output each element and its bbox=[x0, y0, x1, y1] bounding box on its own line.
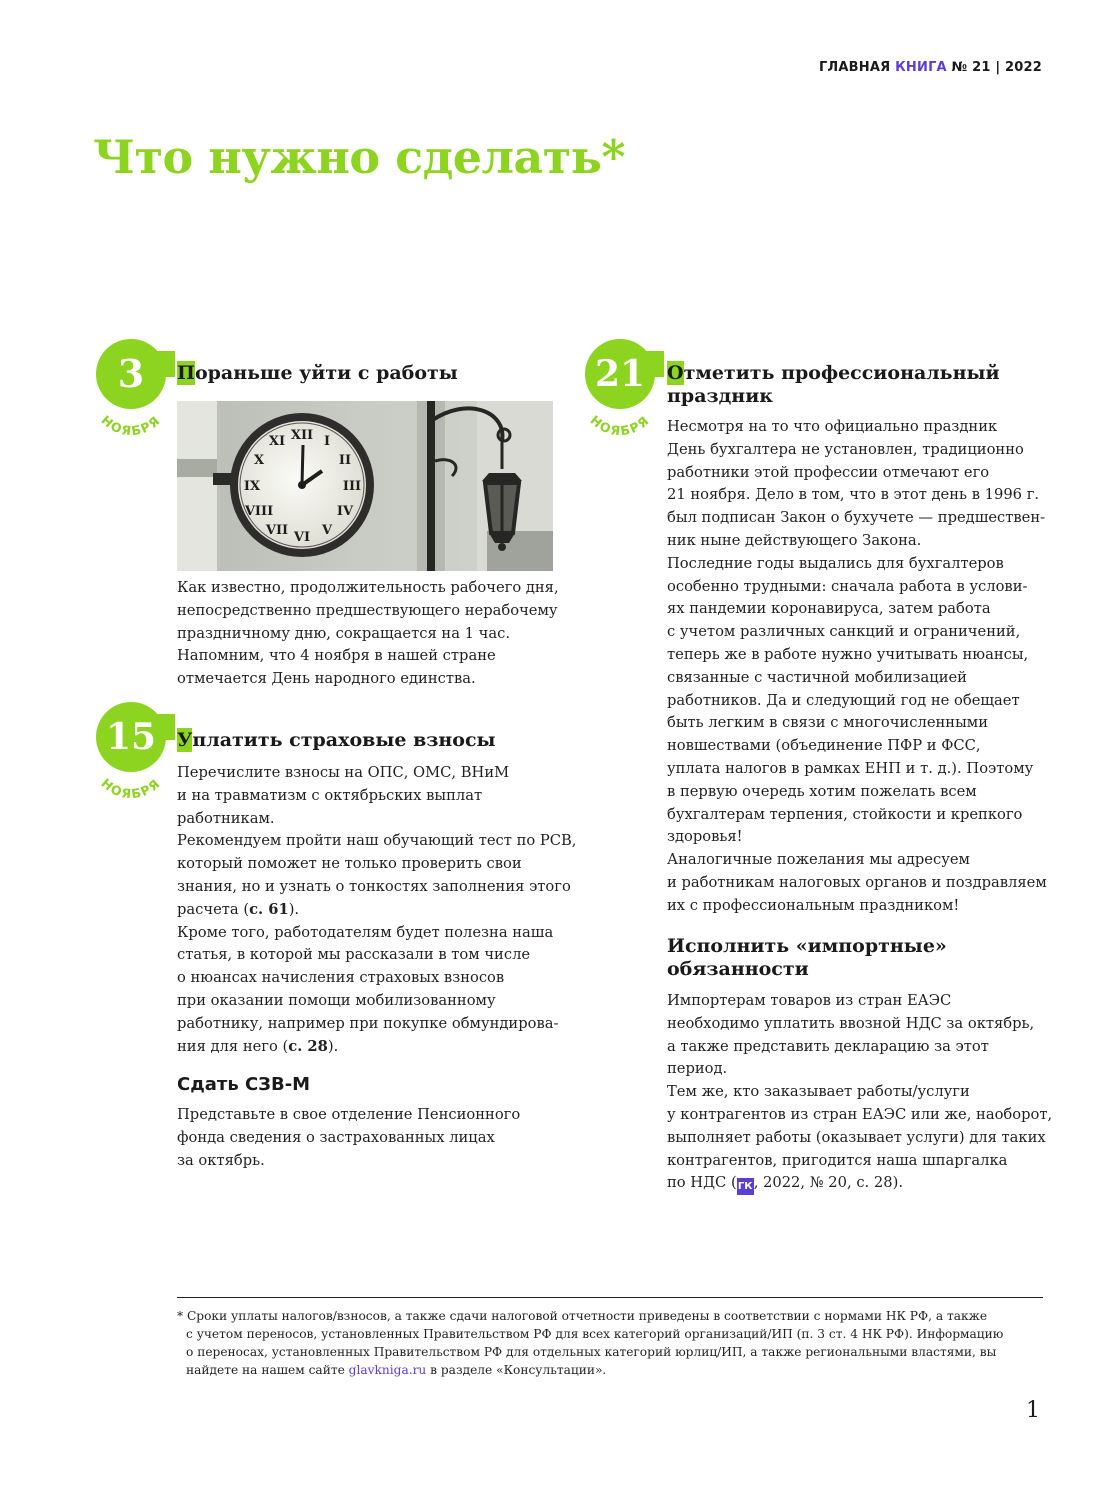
body-line: ях пандемии коронавируса, затем работа bbox=[667, 600, 991, 618]
section-heading: Исполнить «импортные» обязанности bbox=[667, 935, 947, 980]
body-line: и работникам налоговых органов и поздравляем bbox=[667, 873, 1047, 891]
svg-text:XI: XI bbox=[268, 434, 286, 449]
body-line: контрагентов, пригодится наша шпаргалка bbox=[667, 1151, 1008, 1169]
page-title: Что нужно сделать* bbox=[93, 130, 626, 184]
body-line: День бухгалтера не установлен, традиционно bbox=[667, 440, 1024, 458]
heading-text: ораньше уйти с работы bbox=[194, 362, 458, 384]
svg-text:II: II bbox=[338, 453, 352, 468]
body-line: быть легким в связи с многочисленными bbox=[667, 714, 988, 732]
body-line: ния для него (с. 28). bbox=[177, 1037, 339, 1055]
body-line: здоровья! bbox=[667, 828, 743, 846]
body-line: связанные с частичной мобилизацией bbox=[667, 668, 967, 686]
body-line: расчета (с. 61). bbox=[177, 900, 300, 918]
masthead-brand-2: КНИГА bbox=[895, 60, 947, 75]
glavkniga-logo-icon[interactable]: ГК bbox=[737, 1178, 754, 1195]
svg-text:IX: IX bbox=[243, 479, 261, 494]
body-line: Рекомендуем пройти наш обучающий тест по РСВ, bbox=[177, 832, 577, 850]
body-line: их с профессиональным праздником! bbox=[667, 896, 960, 914]
svg-text:III: III bbox=[342, 479, 362, 494]
site-link[interactable]: glavkniga.ru bbox=[348, 1363, 427, 1377]
masthead bbox=[819, 60, 1042, 75]
body-line: особенно трудными: сначала работа в услови- bbox=[667, 577, 1028, 595]
footnote bbox=[177, 1307, 1003, 1379]
clock-lamp-photo bbox=[177, 401, 553, 571]
body-line: праздничному дню, сокращается на 1 час. bbox=[177, 624, 511, 642]
body-line: работнику, например при покупке обмундирова- bbox=[177, 1014, 559, 1032]
heading-text-line2: праздник bbox=[667, 385, 774, 407]
section-body-szv-m bbox=[177, 1104, 520, 1172]
body-line: фонда сведения о застрахованных лицах bbox=[177, 1128, 495, 1146]
badge-day: 15 bbox=[96, 702, 166, 772]
svg-text:VI: VI bbox=[293, 530, 311, 545]
body-line: необходимо уплатить ввозной НДС за октябрь, bbox=[667, 1014, 1035, 1032]
section-heading bbox=[667, 362, 1000, 408]
footnote-divider bbox=[177, 1297, 1043, 1298]
body-line: статья, в которой мы рассказали в том числе bbox=[177, 946, 531, 964]
body-line: у контрагентов из стран ЕАЭС или же, наоборот, bbox=[667, 1105, 1053, 1123]
section-body-21-nov bbox=[667, 416, 1047, 918]
svg-text:V: V bbox=[321, 523, 333, 538]
body-line: выполняет работы (оказывает услуги) для таких bbox=[667, 1128, 1046, 1146]
body-line: за октябрь. bbox=[177, 1151, 265, 1169]
body-line: новшествами (объединение ПФР и ФСС, bbox=[667, 737, 981, 755]
masthead-issue: № 21 | 2022 bbox=[951, 60, 1042, 75]
body-line: Перечислите взносы на ОПС, ОМС, ВНиМ bbox=[177, 764, 510, 781]
date-badge-3 bbox=[93, 339, 183, 439]
body-line: непосредственно предшествующего нерабочему bbox=[177, 601, 558, 619]
body-line: Импортерам товаров из стран ЕАЭС bbox=[667, 992, 952, 1009]
body-line: Тем же, кто заказывает работы/услуги bbox=[667, 1083, 970, 1101]
section-body-15-nov bbox=[177, 762, 576, 1058]
svg-text:VIII: VIII bbox=[244, 504, 274, 519]
footnote-line: * Сроки уплаты налогов/взносов, а также сдачи налоговой отчетности приведены в соответствии с нормами НК РФ, а также bbox=[177, 1309, 988, 1323]
body-line: который поможет не только проверить свои bbox=[177, 855, 522, 873]
section-body-3-nov bbox=[177, 577, 559, 691]
svg-text:IV: IV bbox=[336, 504, 354, 519]
heading-highlight: О bbox=[667, 362, 684, 384]
date-badge-21 bbox=[582, 339, 672, 439]
body-line: Последние годы выдались для бухгалтеров bbox=[667, 554, 1004, 572]
body-line: знания, но и узнать о тонкостях заполнения этого bbox=[177, 877, 571, 895]
body-line: теперь же в работе нужно учитывать нюансы, bbox=[667, 645, 1029, 663]
section-heading bbox=[177, 729, 496, 752]
body-line: работников. Да и следующий год не обещает bbox=[667, 691, 1020, 709]
body-line: 21 ноября. Дело в том, что в этот день в 1996 г. bbox=[667, 486, 1040, 504]
badge-month-text: НОЯБРЯ bbox=[98, 412, 164, 439]
badge-day: 21 bbox=[585, 339, 655, 409]
section-heading: Сдать СЗВ-М bbox=[177, 1074, 311, 1095]
body-line: Представьте в свое отделение Пенсионного bbox=[177, 1106, 521, 1123]
page-reference: с. 61 bbox=[249, 900, 289, 918]
body-line: Кроме того, работодателям будет полезна наша bbox=[177, 923, 554, 941]
footnote-line: найдете на нашем сайте glavkniga.ru в разделе «Консультации». bbox=[186, 1363, 607, 1377]
page-number: 1 bbox=[1026, 1398, 1040, 1423]
body-line: период. bbox=[667, 1060, 728, 1078]
section-heading bbox=[177, 362, 458, 385]
footnote-line: о переносах, установленных Правительством РФ для отдельных категорий юрлиц/ИП, а также региональными властями, вы bbox=[186, 1345, 997, 1359]
body-line: был подписан Закон о бухучете — предшествен- bbox=[667, 509, 1046, 527]
svg-text:X: X bbox=[253, 453, 265, 468]
badge-month bbox=[87, 750, 177, 802]
body-line: в первую очередь хотим пожелать всем bbox=[667, 782, 977, 800]
body-line: Как известно, продолжительность рабочего дня, bbox=[177, 579, 559, 596]
svg-text:VII: VII bbox=[265, 523, 289, 538]
svg-text:НОЯБРЯ bbox=[98, 412, 163, 438]
heading-text: платить страховые взносы bbox=[192, 729, 496, 751]
body-line: и на травматизм с октябрьских выплат bbox=[177, 786, 483, 804]
page-reference: с. 28 bbox=[288, 1037, 328, 1055]
body-line: ник ныне действующего Закона. bbox=[667, 531, 922, 549]
heading-highlight: У bbox=[177, 729, 193, 751]
badge-month bbox=[87, 387, 177, 439]
body-line: при оказании помощи мобилизованному bbox=[177, 991, 496, 1009]
clock-illustration bbox=[177, 401, 553, 571]
body-line: работники этой профессии отмечают его bbox=[667, 463, 990, 481]
svg-text:НОЯБРЯ bbox=[587, 412, 652, 438]
body-line: с учетом различных санкций и ограничений, bbox=[667, 623, 1021, 641]
date-badge-15 bbox=[93, 702, 183, 802]
body-line: бухгалтерам терпения, стойкости и крепкого bbox=[667, 805, 1023, 823]
badge-month bbox=[576, 387, 666, 439]
badge-month-text: НОЯБРЯ bbox=[98, 775, 164, 802]
masthead-brand-1: ГЛАВНАЯ bbox=[818, 60, 891, 75]
body-line: по НДС (ГК, 2022, № 20, с. 28). bbox=[667, 1172, 1052, 1195]
heading-highlight: П bbox=[177, 362, 195, 384]
footnote-line: с учетом переносов, установленных Правительством РФ для всех категорий организаций/ИП (п. 3 ст. 4 НК РФ). Информацию bbox=[186, 1327, 1004, 1341]
badge-day: 3 bbox=[96, 339, 166, 409]
section-body-import bbox=[667, 990, 1052, 1195]
heading-text: тметить профессиональный bbox=[683, 362, 1000, 384]
body-line: а также представить декларацию за этот bbox=[667, 1037, 989, 1055]
svg-text:XII: XII bbox=[290, 428, 314, 443]
body-line: работникам. bbox=[177, 809, 275, 827]
badge-month-text: НОЯБРЯ bbox=[587, 412, 653, 439]
svg-text:НОЯБРЯ bbox=[98, 775, 163, 801]
body-line: Аналогичные пожелания мы адресуем bbox=[667, 851, 970, 869]
body-line: Напомним, что 4 ноября в нашей стране bbox=[177, 647, 496, 665]
body-line: Несмотря на то что официально праздник bbox=[667, 418, 998, 435]
body-line: уплата налогов в рамках ЕНП и т. д.). Поэтому bbox=[667, 759, 1034, 777]
svg-text:I: I bbox=[323, 434, 331, 449]
body-line: отмечается День народного единства. bbox=[177, 670, 476, 688]
body-line: о нюансах начисления страховых взносов bbox=[177, 969, 505, 987]
